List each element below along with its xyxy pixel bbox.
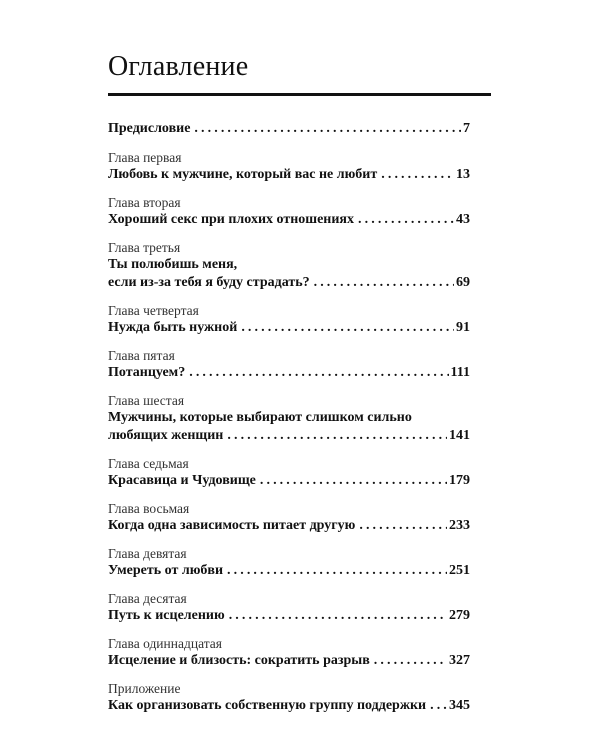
toc-line xyxy=(108,211,470,229)
toc-line xyxy=(108,364,470,382)
dot-leader xyxy=(229,607,447,625)
dot-leader xyxy=(358,211,454,229)
toc-page-number: 111 xyxy=(450,365,470,380)
chapter-label: Глава девятая xyxy=(108,546,187,561)
chapter-label: Приложение xyxy=(108,681,181,696)
toc-page-number: 43 xyxy=(456,212,470,227)
toc-line xyxy=(108,274,470,292)
toc-entry-chapter-8[interactable] xyxy=(108,500,470,535)
toc-page-number: 13 xyxy=(456,167,470,182)
dot-leader xyxy=(374,652,447,670)
toc-line xyxy=(108,427,470,445)
toc-page-number: 179 xyxy=(449,473,470,488)
toc-entry-title: Путь к исцелению xyxy=(108,608,225,623)
dot-leader xyxy=(227,427,447,445)
dot-leader xyxy=(194,120,461,138)
toc-page-number: 7 xyxy=(463,121,470,136)
toc-line xyxy=(108,319,470,337)
chapter-label: Глава шестая xyxy=(108,393,185,408)
toc-entry-preface[interactable] xyxy=(108,120,470,138)
title-divider xyxy=(108,93,491,96)
toc-line xyxy=(108,697,470,715)
toc-entry-title: Предисловие xyxy=(108,121,191,136)
dot-leader xyxy=(260,472,447,490)
toc-entry-chapter-11[interactable] xyxy=(108,635,470,670)
toc-page-number: 327 xyxy=(449,653,470,668)
toc-entry-chapter-9[interactable] xyxy=(108,545,470,580)
dot-leader xyxy=(227,562,447,580)
toc-line xyxy=(108,256,470,274)
dot-leader xyxy=(189,364,448,382)
toc-entry-title: Любовь к мужчине, который вас не любит xyxy=(108,167,378,182)
toc-entry-title: Хороший секс при плохих отношениях xyxy=(108,212,355,227)
toc-entry-title: Умереть от любви xyxy=(108,563,224,578)
dot-leader xyxy=(241,319,454,337)
chapter-label: Глава одиннадцатая xyxy=(108,636,222,651)
page-title: Оглавление xyxy=(108,51,249,82)
toc-entry-chapter-3[interactable] xyxy=(108,239,470,292)
toc-entry-chapter-6[interactable] xyxy=(108,392,470,445)
toc-entry-chapter-10[interactable] xyxy=(108,590,470,625)
toc-line xyxy=(108,652,470,670)
toc-entry-chapter-7[interactable] xyxy=(108,455,470,490)
toc-entry-appendix[interactable] xyxy=(108,680,470,715)
toc-entry-title-continued: любящих женщин xyxy=(108,428,224,443)
toc-line xyxy=(108,409,470,427)
toc-line xyxy=(108,472,470,490)
toc-entry-chapter-1[interactable] xyxy=(108,149,470,184)
chapter-label: Глава десятая xyxy=(108,591,187,606)
chapter-label: Глава третья xyxy=(108,240,181,255)
toc-entry-chapter-4[interactable] xyxy=(108,302,470,337)
chapter-label: Глава первая xyxy=(108,150,182,165)
toc-page-number: 141 xyxy=(449,428,470,443)
toc-page-number: 69 xyxy=(456,275,470,290)
toc-entry-chapter-2[interactable] xyxy=(108,194,470,229)
toc-page-number: 91 xyxy=(456,320,470,335)
toc-entry-title: Как организовать собственную группу поддержки xyxy=(108,698,427,713)
toc-line xyxy=(108,562,470,580)
toc-line xyxy=(108,517,470,535)
toc-page-number: 251 xyxy=(449,563,470,578)
dot-leader xyxy=(359,517,447,535)
toc-entry-title-continued: если из-за тебя я буду страдать? xyxy=(108,275,310,290)
toc-entry-title: Ты полюбишь меня, xyxy=(108,257,238,272)
toc-page-number: 345 xyxy=(449,698,470,713)
chapter-label: Глава восьмая xyxy=(108,501,190,516)
toc-line xyxy=(108,607,470,625)
toc-entry-title: Нужда быть нужной xyxy=(108,320,238,335)
chapter-label: Глава вторая xyxy=(108,195,181,210)
chapter-label: Глава пятая xyxy=(108,348,175,363)
dot-leader xyxy=(430,697,447,715)
toc-entry-chapter-5[interactable] xyxy=(108,347,470,382)
toc-entry-title: Когда одна зависимость питает другую xyxy=(108,518,356,533)
table-of-contents xyxy=(108,120,470,715)
toc-line xyxy=(108,120,470,138)
toc-page-number: 233 xyxy=(449,518,470,533)
dot-leader xyxy=(381,166,454,184)
toc-entry-title: Мужчины, которые выбирают слишком сильно xyxy=(108,410,412,425)
toc-entry-title: Исцеление и близость: сократить разрыв xyxy=(108,653,370,668)
dot-leader xyxy=(314,274,454,292)
toc-entry-title: Красавица и Чудовище xyxy=(108,473,256,488)
toc-page-number: 279 xyxy=(449,608,470,623)
chapter-label: Глава седьмая xyxy=(108,456,189,471)
chapter-label: Глава четвертая xyxy=(108,303,199,318)
toc-line xyxy=(108,166,470,184)
toc-entry-title: Потанцуем? xyxy=(108,365,186,380)
